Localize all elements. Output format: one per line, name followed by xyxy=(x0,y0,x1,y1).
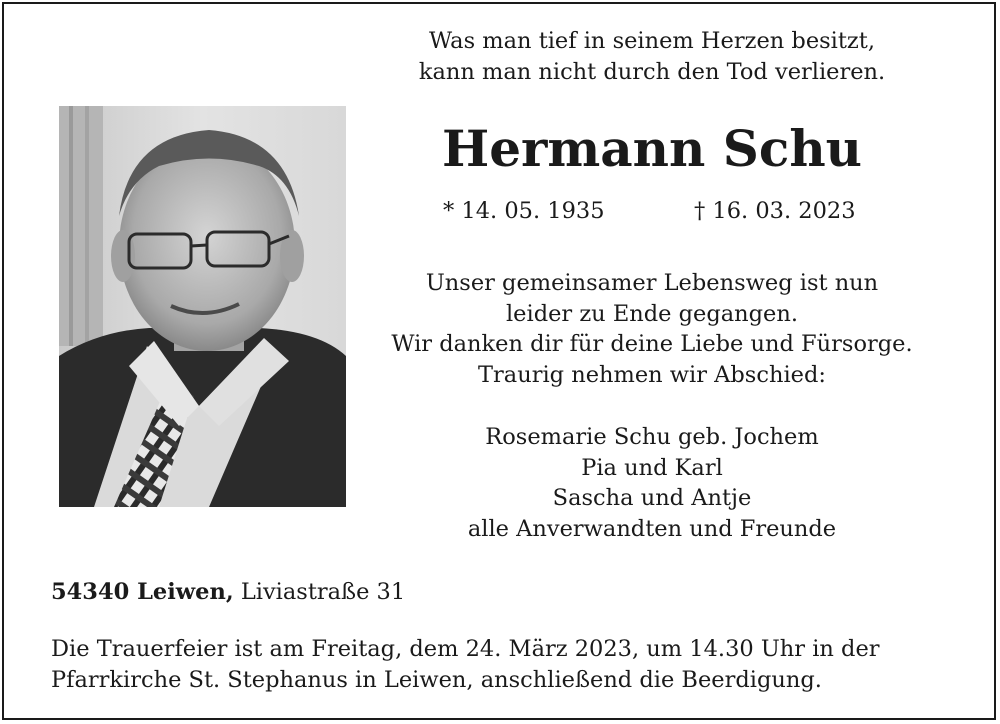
mourner-entry: alle Anverwandten und Freunde xyxy=(467,515,837,542)
motto-line: Was man tief in seinem Herzen besitzt, xyxy=(429,28,875,54)
mourners-list xyxy=(352,422,952,544)
address xyxy=(51,577,405,607)
funeral-line: Die Trauerfeier ist am Freitag, dem 24. März 2023, um 14.30 Uhr in der xyxy=(51,636,880,662)
birth-date: * 14. 05. 1935 xyxy=(443,198,605,224)
motto-quote xyxy=(352,26,952,88)
mourner-entry: Sascha und Antje xyxy=(552,485,752,511)
funeral-line: Pfarrkirche St. Stephanus in Leiwen, anschließend die Beerdigung. xyxy=(51,667,822,693)
address-street: Liviastraße 31 xyxy=(240,579,406,605)
message-line: Traurig nehmen wir Abschied: xyxy=(478,361,826,388)
mourner-entry: Rosemarie Schu geb. Jochem xyxy=(485,424,819,450)
motto-line: kann man nicht durch den Tod verlieren. xyxy=(418,59,886,85)
message-line: leider zu Ende gegangen. xyxy=(505,300,798,327)
address-city: 54340 Leiwen, xyxy=(51,579,234,605)
funeral-info xyxy=(51,634,971,696)
farewell-message xyxy=(352,268,952,390)
message-line: Unser gemeinsamer Lebensweg ist nun xyxy=(425,270,879,296)
mourner-entry: Pia und Karl xyxy=(581,454,723,481)
deceased-name: Hermann Schu xyxy=(441,119,863,178)
message-line: Wir danken dir für deine Liebe und Fürsorge. xyxy=(391,331,913,357)
death-date: † 16. 03. 2023 xyxy=(694,198,856,224)
portrait-photo xyxy=(59,106,346,507)
